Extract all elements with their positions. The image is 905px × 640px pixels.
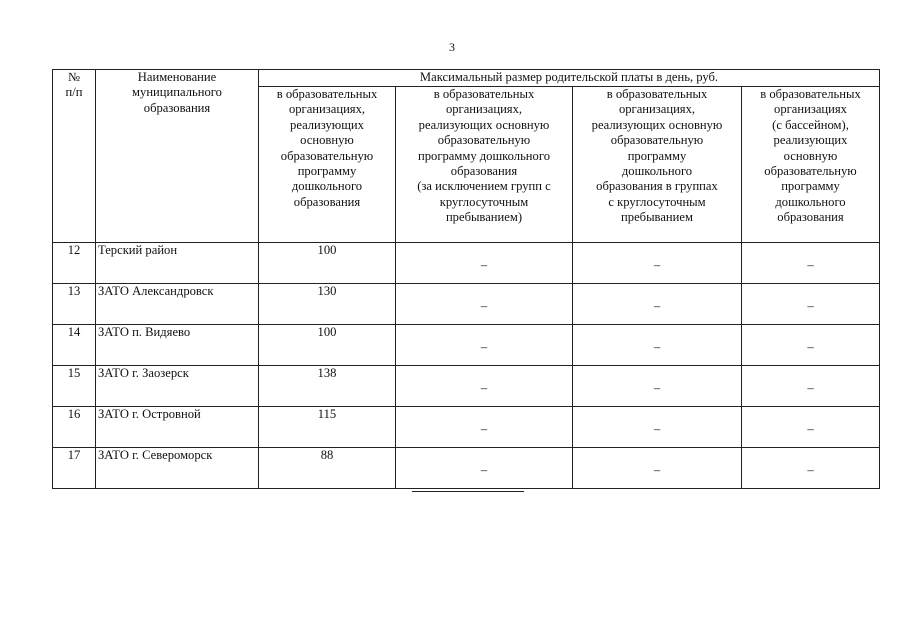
fee-value: 100 (259, 243, 396, 284)
row-number: 12 (53, 243, 96, 284)
fee-value: 138 (259, 366, 396, 407)
fee-value: – (742, 243, 880, 284)
header-sub-1: в образовательных организациях, реализующих основную образовательную программу дошкольного образования (259, 87, 396, 243)
fee-value: – (573, 366, 742, 407)
table-row (53, 407, 880, 448)
table-row (53, 448, 880, 489)
fee-value: – (396, 448, 573, 489)
header-sub-3: в образовательных организациях, реализующих основную образовательную программу дошкольного образования в группах с круглосуточным пребыванием (573, 87, 742, 243)
fee-value: – (573, 448, 742, 489)
fee-value: 130 (259, 284, 396, 325)
fee-value: – (742, 448, 880, 489)
fee-value: – (396, 407, 573, 448)
table-row (53, 243, 880, 284)
row-number: 13 (53, 284, 96, 325)
row-number: 15 (53, 366, 96, 407)
page-number: 3 (449, 40, 455, 54)
row-number: 16 (53, 407, 96, 448)
fee-value: – (396, 325, 573, 366)
row-number: 14 (53, 325, 96, 366)
fee-value: 100 (259, 325, 396, 366)
row-name: Терский район (96, 243, 259, 284)
header-sub-2: в образовательных организациях, реализующих основную образовательную программу дошкольного образования (за исключением групп с круглосуточным пребыванием) (396, 87, 573, 243)
row-name: ЗАТО Александровск (96, 284, 259, 325)
fee-value: – (573, 243, 742, 284)
fee-value: – (573, 325, 742, 366)
parental-fee-table (52, 69, 880, 489)
header-group: Максимальный размер родительской платы в день, руб. (259, 70, 880, 87)
fee-value: – (396, 366, 573, 407)
fee-value: 115 (259, 407, 396, 448)
fee-value: – (573, 407, 742, 448)
row-name: ЗАТО п. Видяево (96, 325, 259, 366)
header-num: № п/п (53, 70, 96, 243)
end-rule (412, 491, 524, 492)
fee-value: – (396, 243, 573, 284)
fee-value: – (742, 366, 880, 407)
fee-value: – (742, 284, 880, 325)
fee-value: – (742, 407, 880, 448)
fee-value: 88 (259, 448, 396, 489)
fee-value: – (742, 325, 880, 366)
table-row (53, 325, 880, 366)
table-row (53, 366, 880, 407)
fee-value: – (573, 284, 742, 325)
header-name: Наименование муниципального образования (96, 70, 259, 243)
fee-value: – (396, 284, 573, 325)
header-sub-4: в образовательных организациях (с бассейном), реализующих основную образовательную программу дошкольного образования (742, 87, 880, 243)
row-number: 17 (53, 448, 96, 489)
table-row (53, 284, 880, 325)
header-row-1 (53, 70, 880, 87)
row-name: ЗАТО г. Островной (96, 407, 259, 448)
row-name: ЗАТО г. Североморск (96, 448, 259, 489)
row-name: ЗАТО г. Заозерск (96, 366, 259, 407)
